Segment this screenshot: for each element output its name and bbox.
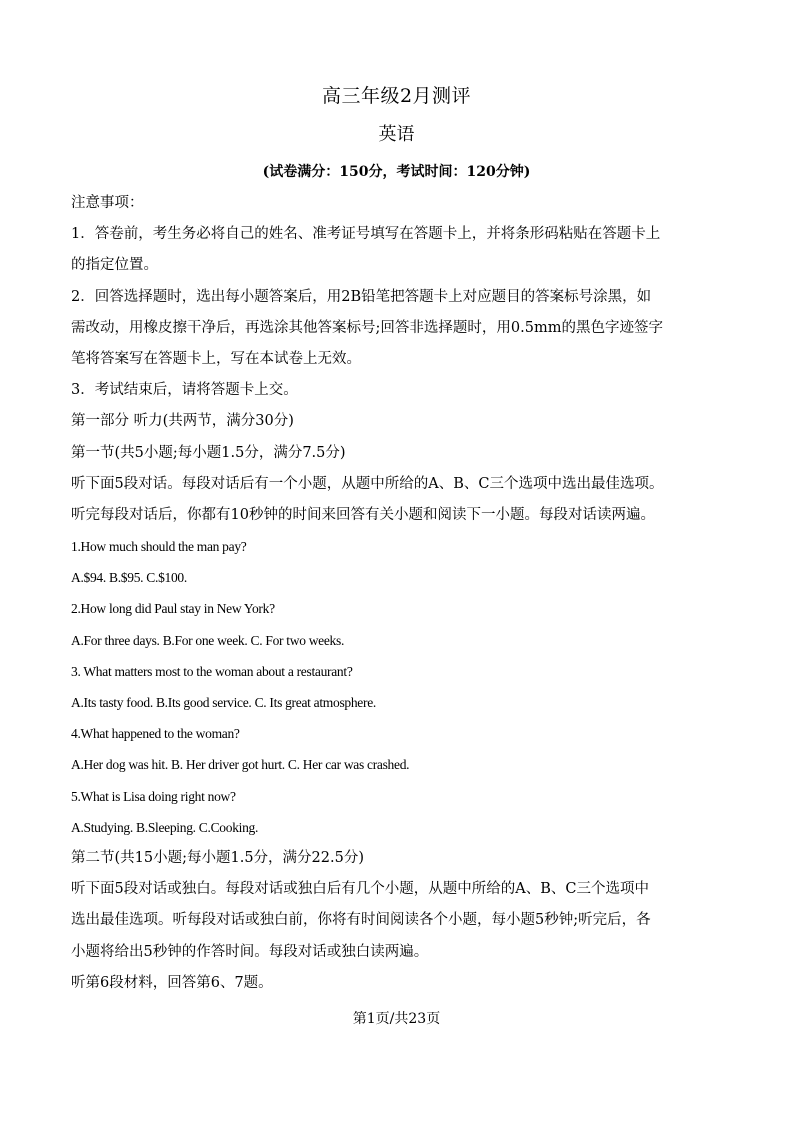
- note-item-1-line-1: 1．答卷前，考生务必将自己的姓名、准考证号填写在答题卡上，并将条形码粘贴在答题卡上: [71, 226, 661, 243]
- question-2-options: A.For three days. B.For one week. C. For two weeks.: [71, 632, 345, 648]
- note-item-3: 3．考试结束后，请将答题卡上交。: [71, 382, 298, 399]
- exam-content: [71, 188, 731, 999]
- question-4: 4.What happened to the woman?: [71, 726, 240, 742]
- section1-instruction-line-1: 听下面5段对话。每段对话后有一个小题，从题中所给的A、B、C三个选项中选出最佳选项。: [71, 475, 664, 492]
- section2-instruction-line-3: 小题将给出5秒钟的作答时间。每段对话或独白读两遍。: [71, 943, 429, 960]
- section1-instruction-line-2: 听完每段对话后，你都有10秒钟的时间来回答有关小题和阅读下一小题。每段对话读两遍。: [71, 506, 655, 523]
- note-item-2-line-3: 笔将答案写在答题卡上，写在本试卷上无效。: [71, 350, 361, 367]
- section1-heading: 第一节(共5小题;每小题1.5分，满分7.5分): [71, 444, 346, 461]
- question-5-options: A.Studying. B.Sleeping. C.Cooking.: [71, 819, 259, 835]
- question-1-options: A.$94. B.$95. C.$100.: [71, 570, 187, 586]
- subject-title: 英语: [378, 124, 415, 145]
- note-item-1-line-2: 的指定位置。: [71, 257, 158, 274]
- exam-info: (试卷满分：150分，考试时间：120分钟): [262, 164, 531, 180]
- question-5: 5.What is Lisa doing right now?: [71, 788, 236, 804]
- section2-instruction-line-1: 听下面5段对话或独白。每段对话或独白后有几个小题，从题中所给的A、B、C三个选项中: [71, 881, 649, 898]
- section2-heading: 第二节(共15小题;每小题1.5分，满分22.5分): [71, 849, 364, 866]
- question-3: 3. What matters most to the woman about a restaurant?: [71, 663, 353, 679]
- question-4-options: A.Her dog was hit. B. Her driver got hurt. C. Her car was crashed.: [71, 757, 410, 773]
- exam-title: 高三年级2月测评: [321, 85, 472, 107]
- section2-instruction-line-2: 选出最佳选项。听每段对话或独白前，你将有时间阅读各个小题，每小题5秒钟;听完后，各: [71, 912, 651, 929]
- part1-heading: 第一部分 听力(共两节，满分30分): [71, 413, 294, 430]
- material-6-instruction: 听第6段材料，回答第6、7题。: [71, 974, 273, 991]
- note-item-2-line-1: 2．回答选择题时，选出每小题答案后，用2B铅笔把答题卡上对应题目的答案标号涂黑，如: [71, 288, 652, 305]
- question-2: 2.How long did Paul stay in New York?: [71, 601, 275, 617]
- note-item-2-line-2: 需改动，用橡皮擦干净后，再选涂其他答案标号;回答非选择题时，用0.5mm的黑色字迹签字: [71, 319, 663, 336]
- question-1: 1.How much should the man pay?: [71, 539, 247, 555]
- notes-heading: 注意事项：: [71, 195, 144, 211]
- question-3-options: A.Its tasty food. B.Its good service. C. Its great atmosphere.: [71, 695, 376, 710]
- page-number: 第1页/共23页: [352, 1011, 441, 1027]
